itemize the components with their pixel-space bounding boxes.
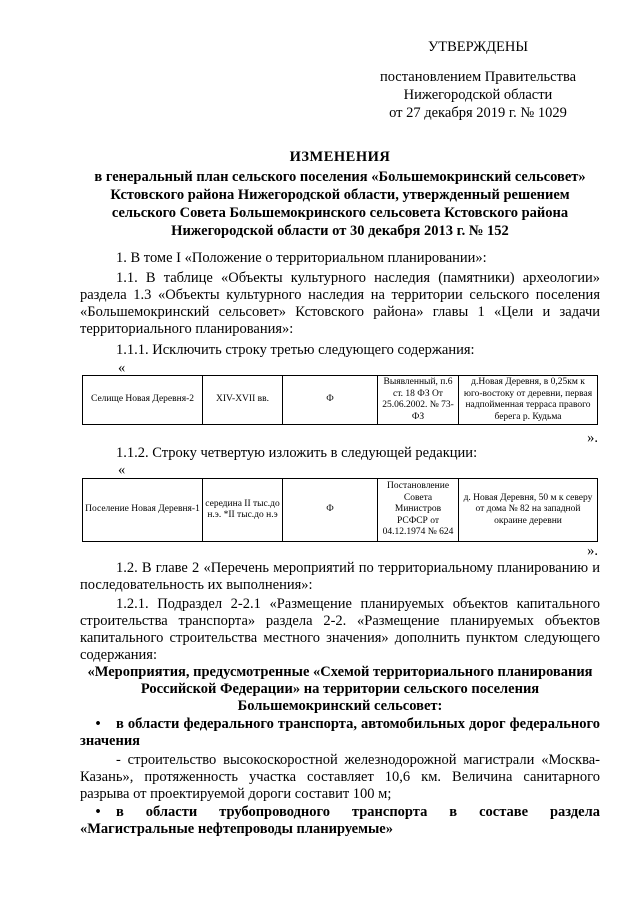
paragraph-1-2: 1.2. В главе 2 «Перечень мероприятий по территориальному планированию и последовательность их выполнения»: xyxy=(80,560,600,593)
table-cell: Ф xyxy=(283,479,378,542)
table-cell: Селище Новая Деревня-2 xyxy=(83,376,203,425)
table-cell: середина II тыс.до н.э. *II тыс.до н.э xyxy=(203,479,283,542)
table-cell: д.Новая Деревня, в 0,25км к юго-востоку от деревни, первая надпойменная терраса правого берега р. Кудьма xyxy=(459,376,598,425)
approval-line-1: постановлением Правительства xyxy=(379,69,577,85)
table-cell: Ф xyxy=(283,376,378,425)
table-cell: д. Новая Деревня, 50 м к северу от дома № 82 на западной окраине деревни xyxy=(459,479,598,542)
bullet-pipeline-transport xyxy=(80,804,600,838)
paragraph-1: 1. В томе I «Положение о территориальном планировании»: xyxy=(116,250,487,266)
title-line-4: Нижегородской области от 30 декабря 2013 г. № 152 xyxy=(171,223,509,239)
title-line-1: в генеральный план сельского поселения «Большемокринский сельсовет» xyxy=(94,169,586,185)
paragraph-1-1: 1.1. В таблице «Объекты культурного наследия (памятники) археологии» раздела 1.3 «Объекты культурного наследия на территории сельского поселения «Большемокринский сельсовет» Кстовского района» главы 1 «Цели и задачи территориального планирования»: xyxy=(80,270,600,337)
paragraph-dash-1: - строительство высокоскоростной железнодорожной магистрали «Москва-Казань», протяженность участка составляет 10,6 км. Величина санитарного разрыва от проектируемой дороги составит 100 м; xyxy=(80,752,600,802)
table-row xyxy=(83,376,598,425)
document-title xyxy=(80,148,600,240)
title-line-3: сельского Совета Большемокринского сельсовета Кстовского района xyxy=(111,205,569,221)
table-cell: XIV-XVII вв. xyxy=(203,376,283,425)
table-cell: Поселение Новая Деревня-1 xyxy=(83,479,203,542)
paragraph-1-1-2: 1.1.2. Строку четвертую изложить в следующей редакции: xyxy=(116,445,478,461)
quote-close-1: ». xyxy=(587,430,598,446)
bullet-text: в области федерального транспорта, автомобильных дорог федерального значения xyxy=(80,716,600,749)
bullet-federal-transport xyxy=(80,716,600,750)
heritage-table-1 xyxy=(82,375,598,425)
bullet-icon: • xyxy=(95,716,101,732)
title-line-2: Кстовского района Нижегородской области, утвержденный решением xyxy=(110,187,570,203)
approval-line-3: от 27 декабря 2019 г. № 1029 xyxy=(389,105,567,121)
quote-open-1: « xyxy=(118,360,126,376)
bullet-icon: • xyxy=(95,804,101,820)
paragraph-1-1-1: 1.1.1. Исключить строку третью следующего содержания: xyxy=(116,342,475,358)
approval-heading: УТВЕРЖДЕНЫ xyxy=(427,39,529,55)
measures-heading: «Мероприятия, предусмотренные «Схемой территориального планирования Российской Федерации» на территории сельского поселения Большемокринский сельсовет: xyxy=(87,664,593,714)
heritage-table-2 xyxy=(82,478,598,542)
table-row xyxy=(83,479,598,542)
approval-line-2: Нижегородской области xyxy=(403,87,553,103)
quote-close-2: ». xyxy=(587,543,598,559)
paragraph-1-2-1: 1.2.1. Подраздел 2-2.1 «Размещение планируемых объектов капитального строительства транспорта» раздела 2-2. «Размещение планируемых объектов капитального строительства местного значения» дополнить пунктом следующего содержания: xyxy=(80,596,600,663)
table-cell: Выявленный, п.6 ст. 18 ФЗ От 25.06.2002. № 73-ФЗ xyxy=(378,376,459,425)
approval-block xyxy=(358,38,598,122)
title-main: ИЗМЕНЕНИЯ xyxy=(289,149,391,165)
quote-open-2: « xyxy=(118,462,126,478)
bullet-text: в области трубопроводного транспорта в составе раздела «Магистральные нефтепроводы планируемые» xyxy=(80,804,600,837)
table-cell: Постановление Совета Министров РСФСР от 04.12.1974 № 624 xyxy=(378,479,459,542)
